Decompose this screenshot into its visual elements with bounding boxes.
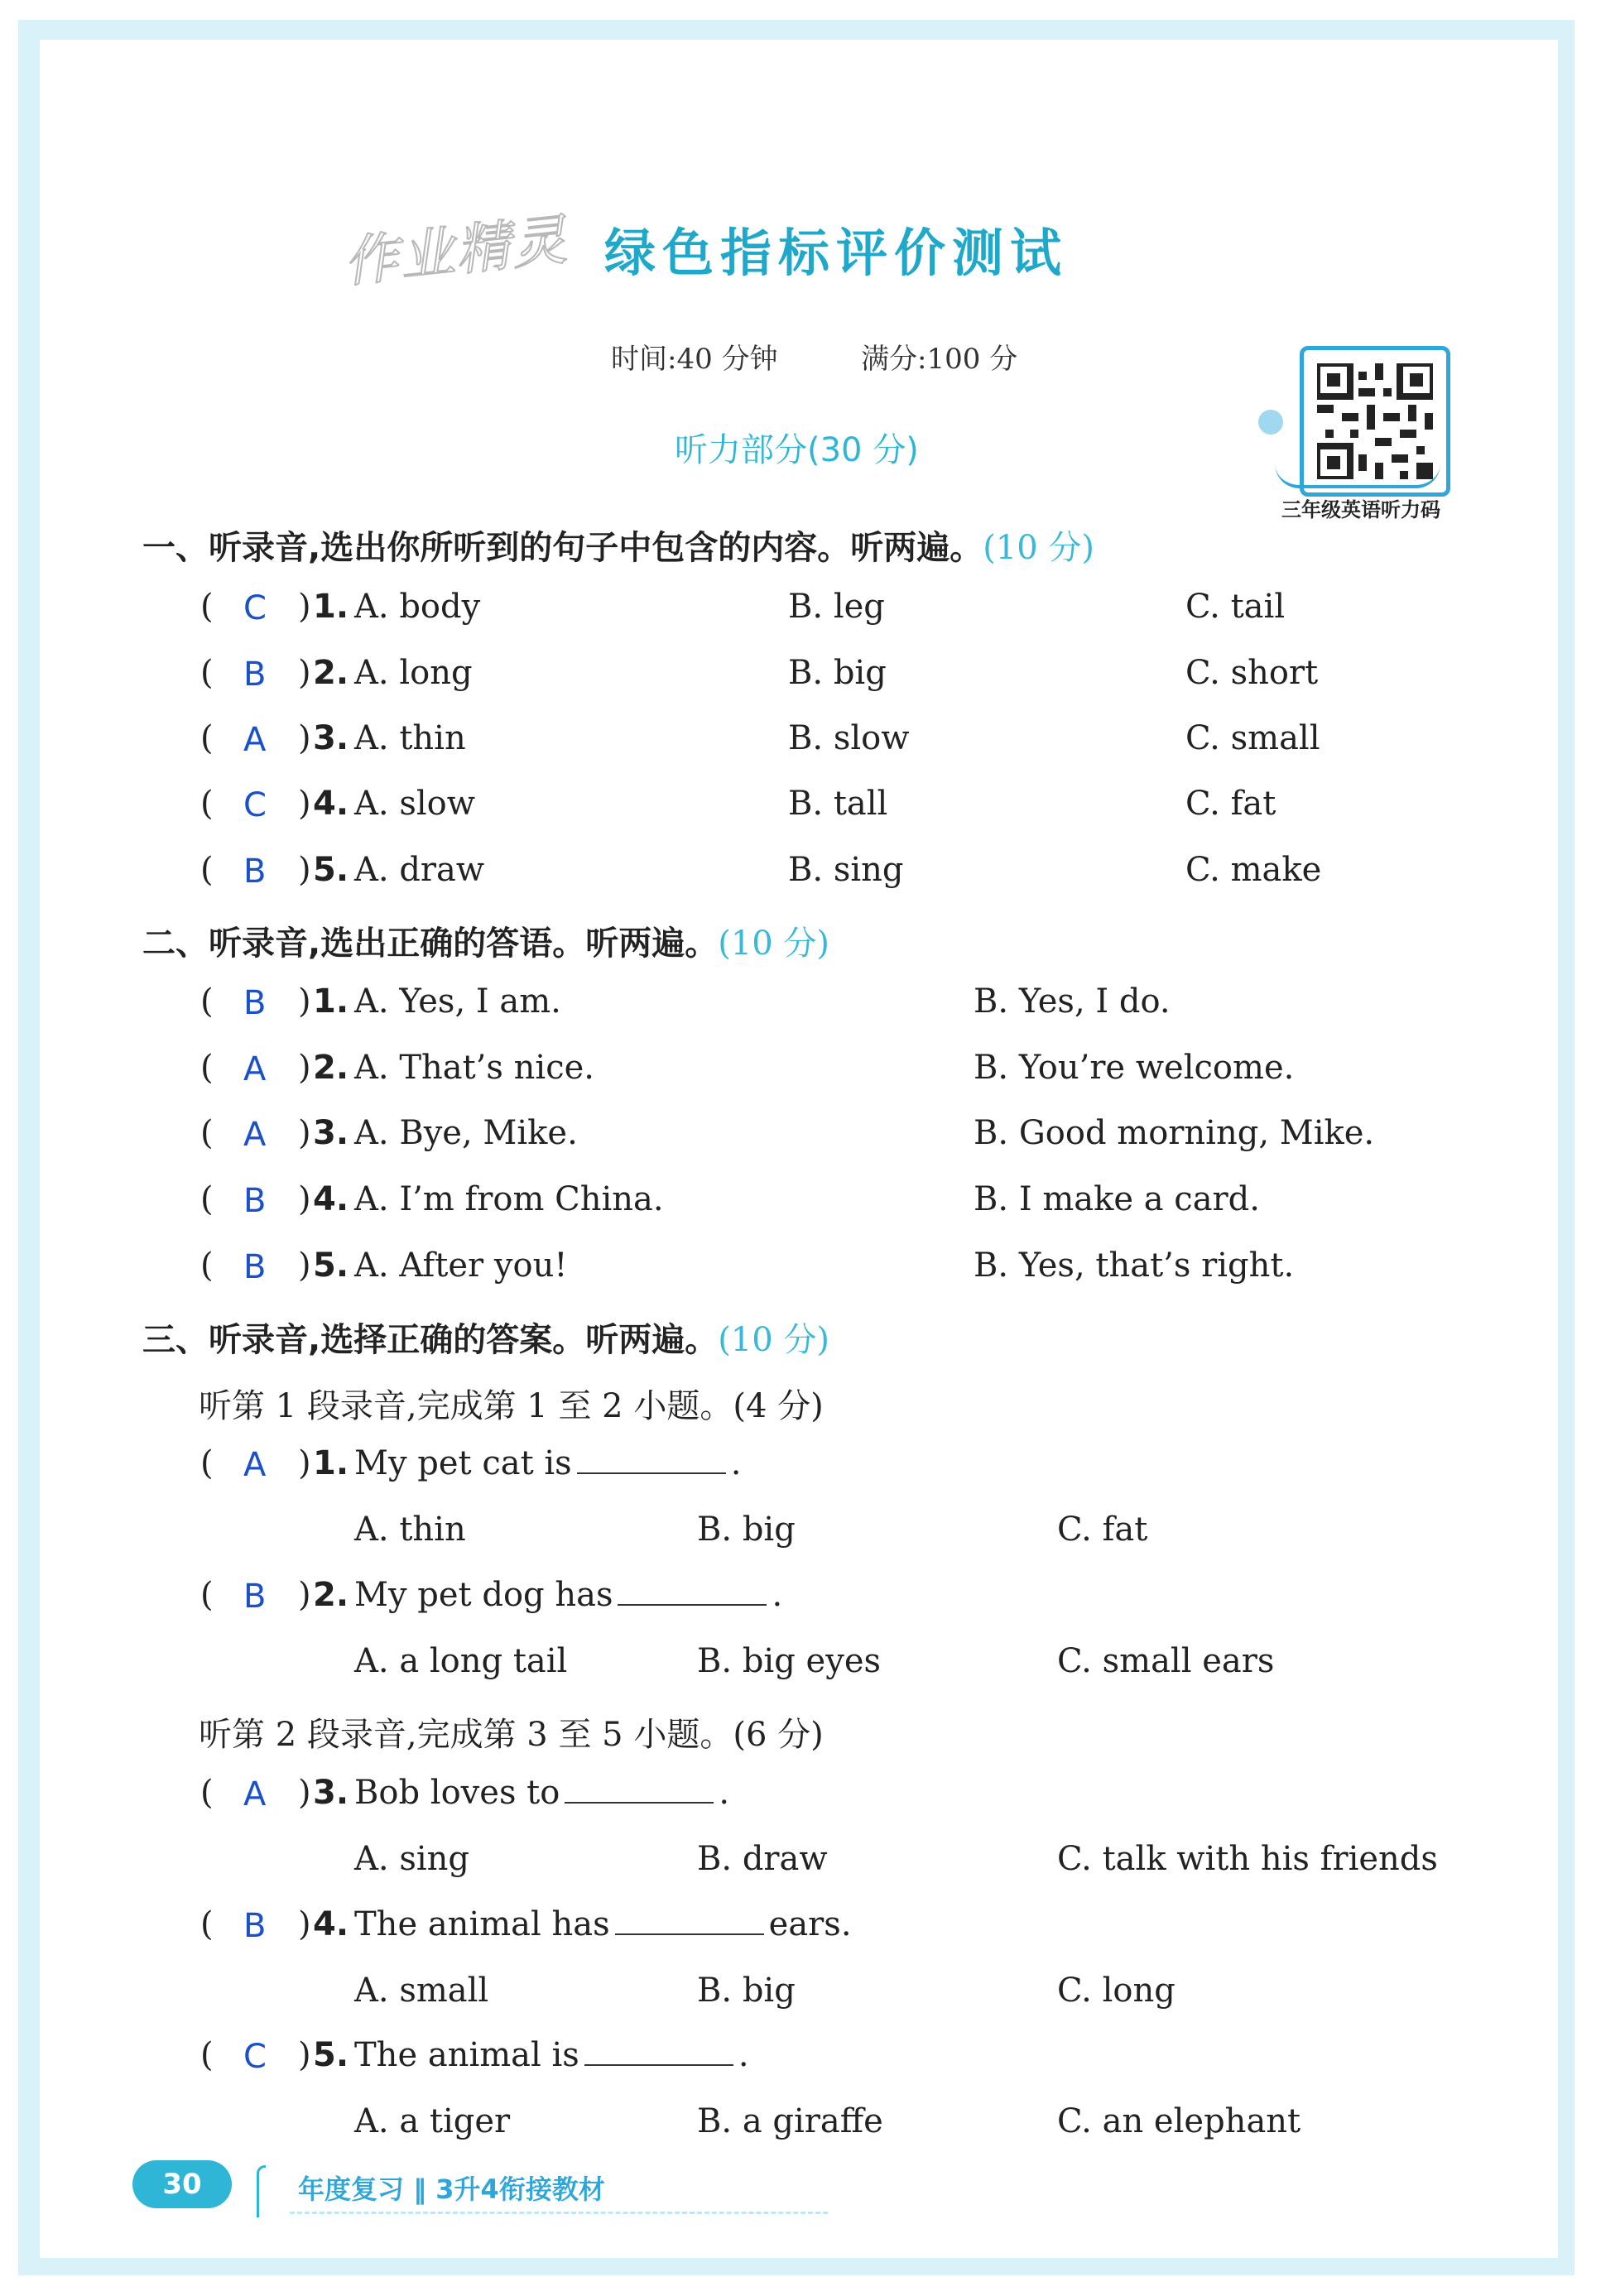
question-end: . bbox=[719, 1774, 730, 1812]
right-paren: ) bbox=[298, 2036, 311, 2074]
watermark-logo: 作业精灵 bbox=[340, 207, 571, 295]
answer-letter: A bbox=[243, 1050, 267, 1088]
footer-bracket bbox=[257, 2165, 266, 2217]
question-end: . bbox=[772, 1576, 783, 1614]
option-c: C. fat bbox=[1185, 785, 1276, 823]
qr-code-icon bbox=[1317, 363, 1433, 479]
question-stem bbox=[354, 2036, 749, 2074]
time-limit: 时间:40 分钟 bbox=[611, 343, 778, 376]
option-a: A. After you! bbox=[354, 1246, 568, 1285]
left-paren: ( bbox=[200, 719, 214, 757]
question-number: 4. bbox=[313, 1905, 349, 1943]
option-b: B. draw bbox=[697, 1840, 828, 1878]
question-text: My pet dog has bbox=[354, 1576, 613, 1614]
option-c: C. small ears bbox=[1057, 1642, 1275, 1680]
lightbulb-icon bbox=[1258, 410, 1283, 435]
right-paren: ) bbox=[298, 785, 311, 823]
option-c: C. an elephant bbox=[1057, 2102, 1301, 2140]
right-paren: ) bbox=[298, 1774, 311, 1812]
answer-letter: B bbox=[243, 1248, 267, 1286]
question-end: . bbox=[738, 2036, 749, 2074]
question-text: The animal is bbox=[354, 2036, 579, 2074]
section-label: 一、听录音,选出你所听到的句子中包含的内容。听两遍。 bbox=[142, 529, 983, 567]
right-paren: ) bbox=[298, 588, 311, 626]
option-a: A. a long tail bbox=[354, 1642, 568, 1680]
option-a: A. draw bbox=[354, 851, 485, 889]
option-c: C. talk with his friends bbox=[1057, 1840, 1438, 1878]
answer-letter: B bbox=[243, 1578, 267, 1616]
section-heading-2 bbox=[142, 917, 829, 964]
option-a: A. slow bbox=[354, 785, 475, 823]
left-paren: ( bbox=[200, 1576, 214, 1614]
question-stem bbox=[354, 1576, 782, 1614]
left-paren: ( bbox=[200, 982, 214, 1021]
answer-letter: A bbox=[243, 721, 267, 759]
left-paren: ( bbox=[200, 2036, 214, 2074]
question-number: 5. bbox=[313, 851, 349, 889]
option-b: B. big bbox=[697, 1511, 796, 1549]
section-heading-3 bbox=[142, 1314, 829, 1361]
qr-code-block[interactable] bbox=[1258, 339, 1457, 521]
option-a: A. Bye, Mike. bbox=[354, 1114, 578, 1152]
option-a: A. small bbox=[354, 1972, 489, 2010]
answer-letter: B bbox=[243, 984, 267, 1022]
answer-blank bbox=[618, 1579, 767, 1606]
book-icon bbox=[1275, 464, 1440, 488]
footer-divider bbox=[290, 2212, 828, 2214]
option-b: B. I make a card. bbox=[974, 1180, 1260, 1218]
answer-letter: B bbox=[243, 1182, 267, 1220]
right-paren: ) bbox=[298, 1049, 311, 1087]
left-paren: ( bbox=[200, 654, 214, 692]
question-number: 2. bbox=[313, 1049, 349, 1087]
option-a: A. sing bbox=[354, 1840, 470, 1878]
question-number: 2. bbox=[313, 1576, 349, 1614]
left-paren: ( bbox=[200, 1049, 214, 1087]
question-number: 4. bbox=[313, 1180, 349, 1218]
answer-letter: C bbox=[243, 786, 267, 824]
answer-blank bbox=[577, 1448, 726, 1474]
question-text: My pet cat is bbox=[354, 1444, 572, 1482]
right-paren: ) bbox=[298, 1576, 311, 1614]
section-label: 三、听录音,选择正确的答案。听两遍。 bbox=[142, 1321, 719, 1359]
question-stem bbox=[354, 1444, 741, 1482]
question-number: 2. bbox=[313, 654, 349, 692]
option-b: B. big eyes bbox=[697, 1642, 882, 1680]
option-a: A. body bbox=[354, 588, 481, 626]
question-text: Bob loves to bbox=[354, 1774, 560, 1812]
right-paren: ) bbox=[298, 982, 311, 1021]
question-stem bbox=[354, 1774, 729, 1812]
left-paren: ( bbox=[200, 1905, 214, 1943]
answer-blank bbox=[584, 2039, 733, 2066]
option-b: B. a giraffe bbox=[697, 2102, 883, 2140]
question-number: 3. bbox=[313, 1114, 349, 1152]
question-number: 5. bbox=[313, 1246, 349, 1285]
option-b: B. Good morning, Mike. bbox=[974, 1114, 1375, 1152]
right-paren: ) bbox=[298, 1444, 311, 1482]
question-stem bbox=[354, 1905, 852, 1943]
right-paren: ) bbox=[298, 654, 311, 692]
answer-letter: B bbox=[243, 656, 267, 694]
option-b: B. leg bbox=[788, 588, 885, 626]
answer-letter: A bbox=[243, 1116, 267, 1154]
left-paren: ( bbox=[200, 1180, 214, 1218]
answer-letter: B bbox=[243, 1907, 267, 1945]
section-score: (10 分) bbox=[718, 1321, 830, 1359]
full-score: 满分:100 分 bbox=[861, 343, 1018, 376]
question-text: The animal has bbox=[354, 1905, 610, 1943]
left-paren: ( bbox=[200, 1246, 214, 1285]
answer-letter: B bbox=[243, 853, 267, 891]
question-end: ears. bbox=[768, 1905, 852, 1943]
option-b: B. You’re welcome. bbox=[974, 1049, 1295, 1087]
question-number: 3. bbox=[313, 719, 349, 757]
section-heading-1 bbox=[142, 521, 1094, 569]
answer-letter: C bbox=[243, 2038, 267, 2076]
option-a: A. long bbox=[354, 654, 473, 692]
option-b: B. tall bbox=[788, 785, 888, 823]
option-c: C. long bbox=[1057, 1972, 1176, 2010]
answer-blank bbox=[565, 1777, 714, 1804]
option-a: A. thin bbox=[354, 1511, 466, 1549]
left-paren: ( bbox=[200, 588, 214, 626]
question-number: 1. bbox=[313, 588, 349, 626]
question-number: 3. bbox=[313, 1774, 349, 1812]
option-c: C. small bbox=[1185, 719, 1320, 757]
page-title: 绿色指标评价测试 bbox=[604, 223, 1069, 283]
question-number: 4. bbox=[313, 785, 349, 823]
option-b: B. slow bbox=[788, 719, 910, 757]
left-paren: ( bbox=[200, 851, 214, 889]
option-a: A. Yes, I am. bbox=[354, 982, 561, 1021]
question-number: 5. bbox=[313, 2036, 349, 2074]
option-c: C. tail bbox=[1185, 588, 1286, 626]
option-b: B. sing bbox=[788, 851, 904, 889]
answer-letter: A bbox=[243, 1446, 267, 1484]
section-label: 二、听录音,选出正确的答语。听两遍。 bbox=[142, 925, 719, 963]
option-a: A. I’m from China. bbox=[354, 1180, 664, 1218]
right-paren: ) bbox=[298, 719, 311, 757]
right-paren: ) bbox=[298, 1114, 311, 1152]
left-paren: ( bbox=[200, 785, 214, 823]
qr-label: 三年级英语听力码 bbox=[1281, 498, 1440, 521]
option-c: C. fat bbox=[1057, 1511, 1148, 1549]
page-number: 30 bbox=[132, 2160, 232, 2208]
question-end: . bbox=[730, 1444, 742, 1482]
right-paren: ) bbox=[298, 851, 311, 889]
right-paren: ) bbox=[298, 1246, 311, 1285]
option-b: B. big bbox=[697, 1972, 796, 2010]
option-b: B. Yes, that’s right. bbox=[974, 1246, 1295, 1285]
question-number: 1. bbox=[313, 1444, 349, 1482]
question-number: 1. bbox=[313, 982, 349, 1021]
part-title: 听力部分(30 分) bbox=[675, 431, 919, 469]
listening-instruction-2: 听第 2 段录音,完成第 3 至 5 小题。(6 分) bbox=[199, 1716, 824, 1754]
listening-instruction-1: 听第 1 段录音,完成第 1 至 2 小题。(4 分) bbox=[199, 1387, 824, 1425]
option-c: C. short bbox=[1185, 654, 1319, 692]
left-paren: ( bbox=[200, 1444, 214, 1482]
option-c: C. make bbox=[1185, 851, 1322, 889]
option-a: A. a tiger bbox=[354, 2102, 511, 2140]
right-paren: ) bbox=[298, 1180, 311, 1218]
option-a: A. That’s nice. bbox=[354, 1049, 594, 1087]
left-paren: ( bbox=[200, 1774, 214, 1812]
answer-letter: C bbox=[243, 589, 267, 627]
option-b: B. Yes, I do. bbox=[974, 982, 1171, 1021]
section-score: (10 分) bbox=[718, 925, 830, 963]
left-paren: ( bbox=[200, 1114, 214, 1152]
option-b: B. big bbox=[788, 654, 887, 692]
right-paren: ) bbox=[298, 1905, 311, 1943]
answer-letter: A bbox=[243, 1775, 267, 1813]
answer-blank bbox=[615, 1909, 764, 1935]
section-score: (10 分) bbox=[983, 529, 1095, 567]
option-a: A. thin bbox=[354, 719, 466, 757]
book-title: 年度复习 ‖ 3升4衔接教材 bbox=[298, 2174, 605, 2205]
